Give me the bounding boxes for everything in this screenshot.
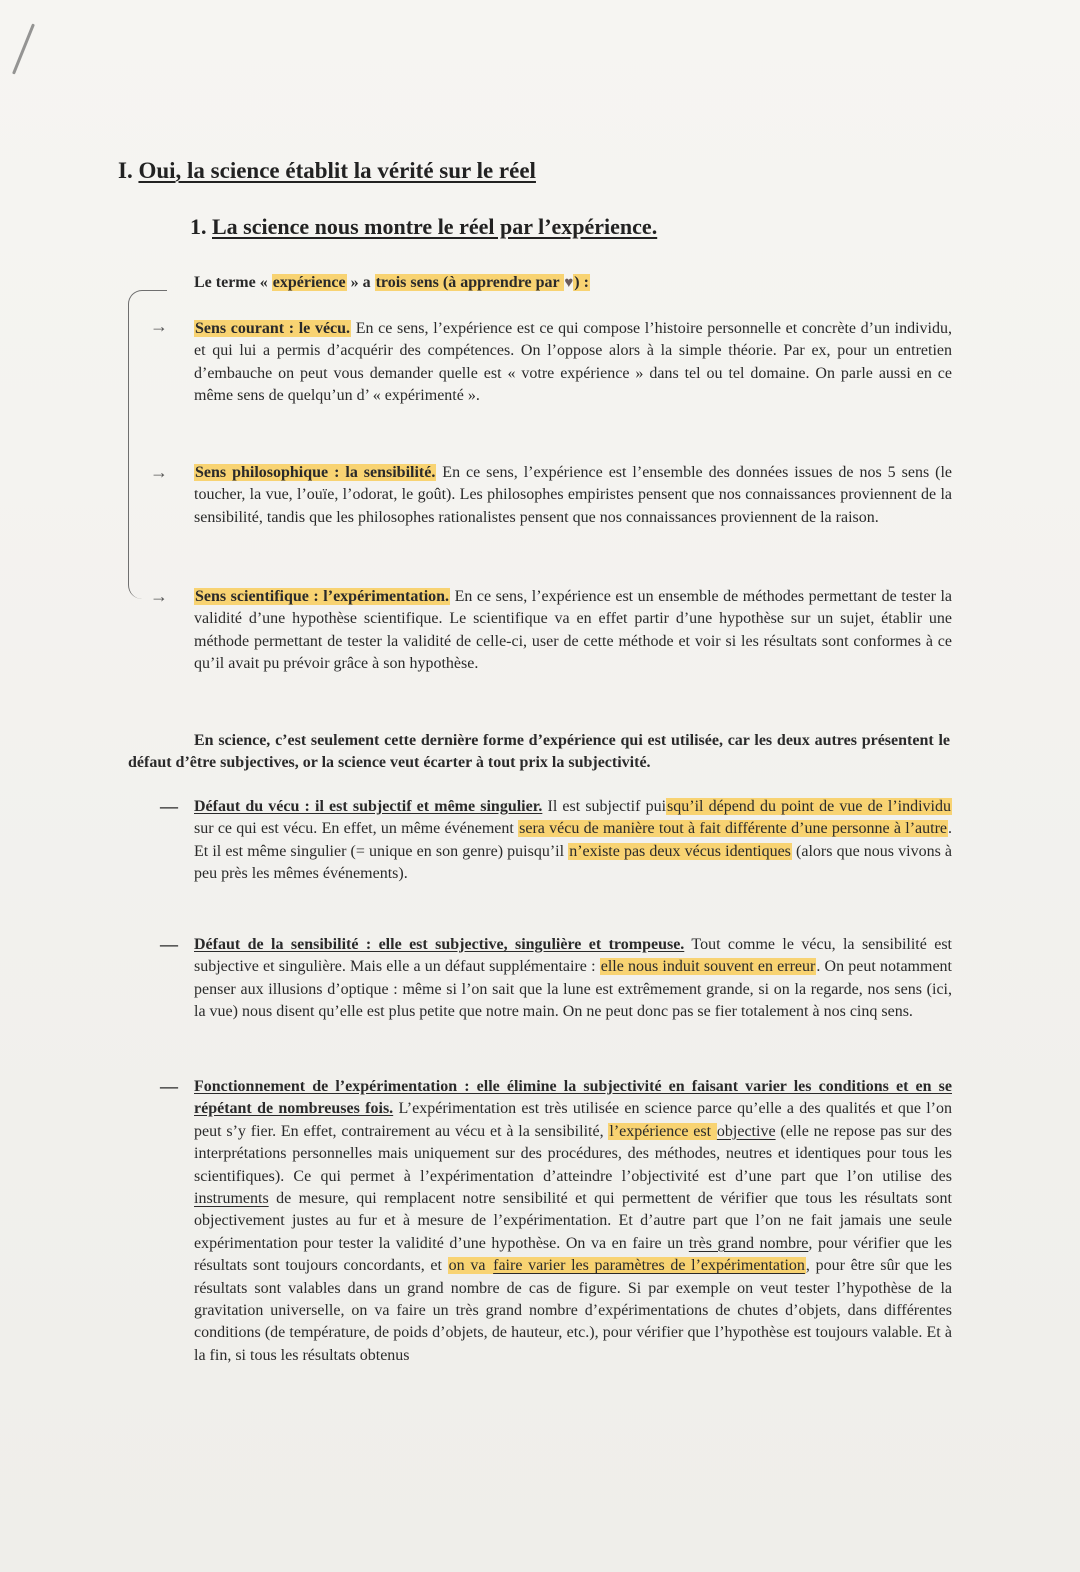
conclusion-paragraph: En science, c’est seulement cette dernière forme d’expérience qui est utilisée, car les deux autres présentent le défaut d’être subjectives, or la science veut écarter à tout prix la subjectivité. (128, 732, 950, 772)
bullet-dash: — (160, 934, 178, 954)
defaut-sensibilite-paragraph: Défaut de la sensibilité : elle est subjective, singulière et trompeuse. Tout comme le vécu, la sensibilité est subjective et singulière. Mais elle a un défaut supplémentaire : elle nous induit souvent en erreur. On peut notamment penser aux illusions d’optique : même si l’on sait que la lune est extrêmement grande, si on la regarde, nos sens (ici, la vue) nous disent qu’elle est plus petite que notre main. On ne peut donc pas se fier totalement à nos cinq sens. (194, 936, 952, 1021)
bullet-dash: — (160, 796, 178, 816)
sens-philosophique-paragraph: Sens philosophique : la sensibilité. En ce sens, l’expérience est l’ensemble des données issues de nos 5 sens (le toucher, la vue, l’ouïe, l’odorat, le goût). Les philosophes empiristes pensent que nos connaissances proviennent de la sensibilité, tandis que les philosophes rationalistes pensent que nos connaissances proviennent de la raison. (194, 464, 953, 526)
heading-rest: , la science établit la vérité sur le réel (175, 158, 536, 183)
subsection-heading: 1. La science nous montre le réel par l’expérience. (190, 214, 658, 239)
heading-oui: Oui (138, 158, 176, 183)
bullet-dash: — (160, 1076, 178, 1096)
arrow-icon: → (150, 462, 168, 482)
arrow-icon: → (150, 316, 168, 336)
pen-stroke-mark (12, 23, 35, 74)
arrow-icon: → (150, 586, 168, 606)
fonctionnement-paragraph: Fonctionnement de l’expérimentation : elle élimine la subjectivité en faisant varier les conditions et en se répétant de nombreuses fois. L’expérimentation est très utilisée en science parce qu’elle a des qualités et que l’on peut s’y fier. En effet, contrairement au vécu et à la sensibilité, l’expérience est objective (elle ne repose pas sur des interprétations personnelles mais uniquement sur des procédures, des méthodes, neutres et identiques pour tous les scientifiques). Ce qui permet à l’expérimentation d’atteindre l’objectivité est d’une part que l’on utilise des instruments de mesure, qui remplacent notre sensibilité et qui permettent de vérifier que tous les résultats sont objectivement justes au fur et à mesure de l’expérimentation. Et d’autre part que l’on ne fait jamais une seule expérimentation pour tester la validité d’une hypothèse. On va en faire un très grand nombre, pour vérifier que les résultats sont toujours concordants, et on va faire varier les paramètres de l’expérimentation, pour être sûr que les résultats sont valables dans un grand nombre de cas de figure. Si par exemple on veut tester l’hypothèse de la gravitation universelle, on va faire un très grand nombre d’expérimentations de chutes d’objets, dans différentes conditions (de température, de poids d’objets, de hauteur, etc.), pour vérifier que l’hypothèse est toujours valable. Et à la fin, si tous les résultats obtenus (194, 1078, 953, 1364)
defaut-vecu-paragraph: Défaut du vécu : il est subjectif et même singulier. Il est subjectif puisqu’il dépend du point de vue de l’individu sur ce qui est vécu. En effet, un même événement sera vécu de manière tout à fait différente d’une personne à l’autre. Et il est même singulier (= unique en son genre) puisqu’il n’existe pas deux vécus identiques (alors que nous vivons à peu près les mêmes événements). (194, 798, 953, 883)
heart-icon: ♥ (564, 275, 574, 291)
sens-scientifique-paragraph: Sens scientifique : l’expérimentation. En ce sens, l’expérience est un ensemble de méthodes permettant de tester la validité d’une hypothèse scientifique. Le scientifique va en effet partir d’une hypothèse sur un sujet, établir une méthode permettant de tester la validité de celle-ci, user de cette méthode et voir si les résultats sont conformes à ce qu’il avait pu prévoir grâce à son hypothèse. (194, 588, 952, 673)
section-heading: I. Oui, la science établit la vérité sur le réel (118, 158, 536, 183)
sens-courant-paragraph: Sens courant : le vécu. En ce sens, l’expérience est ce qui compose l’histoire personnelle et concrète d’un individu, et qui lui a permis d’acquérir des compétences. On l’oppose alors à la simple théorie. Par ex, pour un entretien d’embauche on peut vous demander quelle est « votre expérience » dans tel ou tel domaine. On parle aussi en ce même sens de quelqu’un d’ « expérimenté ». (194, 320, 952, 405)
intro-line: Le terme « expérience » a trois sens (à apprendre par ♥) : (194, 272, 952, 294)
